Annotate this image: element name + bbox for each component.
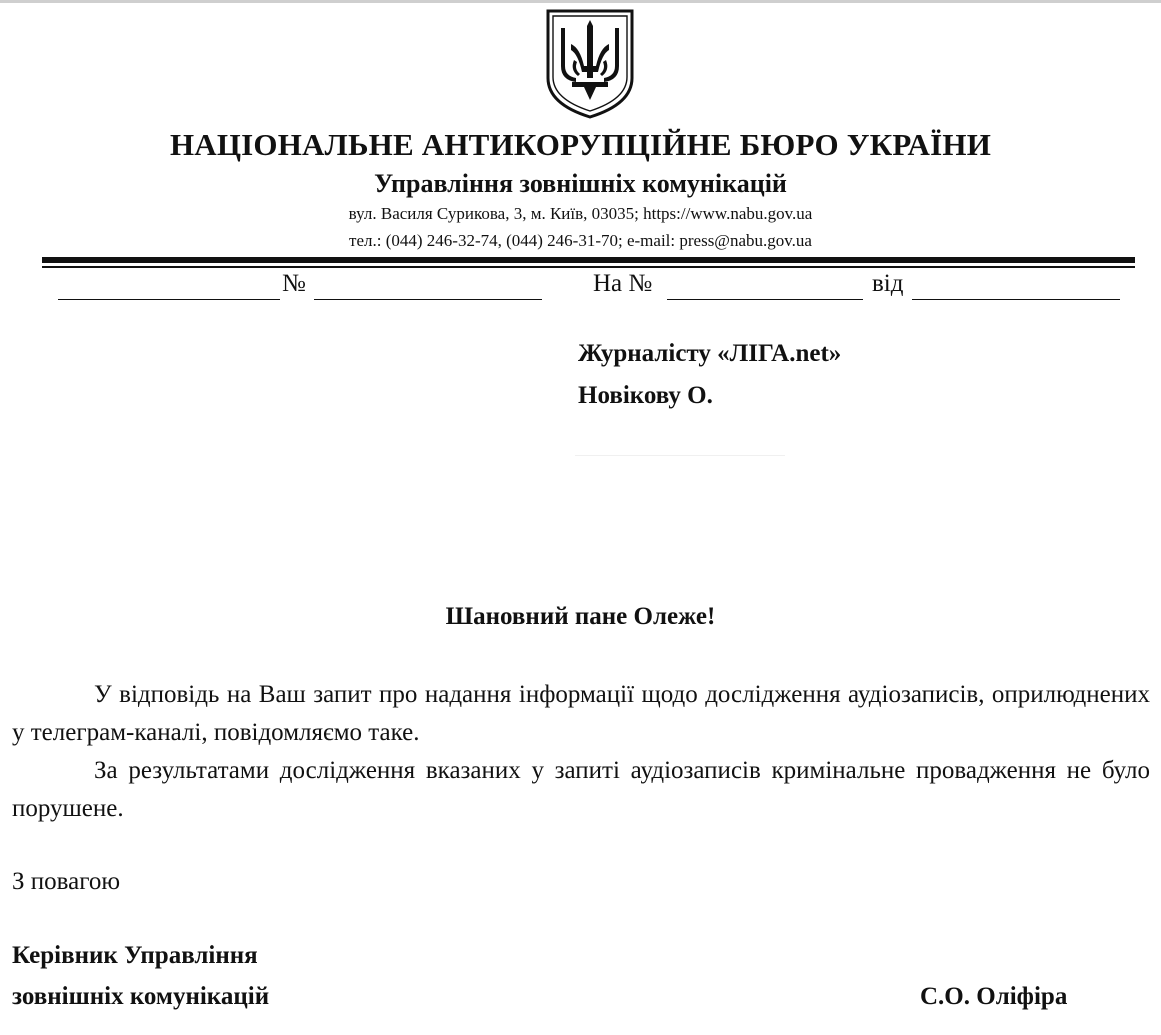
closing-phrase: З повагою [12,868,121,895]
body-paragraph-1: У відповідь на Ваш запит про надання інформації щодо дослідження аудіозаписів, оприлюднених у телеграм-каналі, повідомляємо таке. [12,681,1150,746]
addressee-line-2: Новікову О. [578,382,713,409]
address-line: вул. Василя Сурикова, 3, м. Київ, 03035; https://www.nabu.gov.ua [348,204,813,223]
body-paragraph-2: За результатами дослідження вказаних у запиті аудіозаписів кримінальне провадження не було порушене. [12,757,1150,822]
reply-to-label: На № [593,270,653,297]
addressee-line-1: Журналісту «ЛІГА.net» [578,340,842,367]
salutation: Шановний пане Олеже! [445,603,716,630]
reply-to-number-blank [667,299,863,300]
number-label: № [282,270,306,297]
faint-scan-mark [575,455,785,456]
signatory-name: С.О. Оліфіра [920,983,1068,1010]
organization-title: НАЦІОНАЛЬНЕ АНТИКОРУПЦІЙНЕ БЮРО УКРАЇНИ [169,127,992,162]
department-title: Управління зовнішніх комунікацій [374,169,787,198]
contacts-line: тел.: (044) 246-32-74, (044) 246-31-70; e-mail: press@nabu.gov.ua [349,231,812,250]
header-divider-thick [42,257,1135,263]
scan-top-border [0,0,1161,3]
outgoing-number-blank [314,299,542,300]
trident-coat-of-arms-icon [544,8,636,120]
outgoing-date-blank [58,299,280,300]
from-label: від [872,270,904,297]
reply-to-date-blank [912,299,1120,300]
signatory-position-line-1: Керівник Управління [12,942,258,969]
header-divider-thin [42,266,1135,268]
signatory-position-line-2: зовнішніх комунікацій [12,983,270,1010]
